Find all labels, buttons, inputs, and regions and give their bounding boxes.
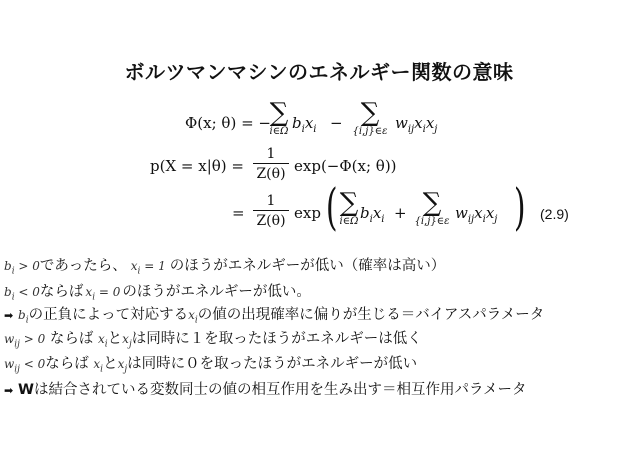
eq-line3-term2: $w_{ij}x_ix_j$: [455, 204, 498, 225]
line-weight-conclusion: ➡ Wは結合されている変数同士の値の相互作用を生み出す＝相互作用パラメータ: [4, 382, 527, 398]
line-bias-conclusion: ➡ $b_i$の正負によって対応する$x_i$の値の出現確率に偏りが生じる＝バイアスパラメータ: [4, 307, 545, 326]
eq-line3-plus: +: [394, 204, 407, 222]
line-weight-positive: $w_{ij} > 0$ ならば $x_i$と$x_j$は同時に１を取ったほうがエネルギーは低く: [4, 331, 422, 350]
eq-line1-term1: $b_ix_i$: [292, 114, 317, 135]
eq-line3-eq: =: [232, 204, 245, 222]
eq-line1-lhs: Φ(x; θ) = −: [185, 114, 271, 132]
left-paren: (: [325, 178, 338, 236]
eq-line2-rhs: exp(−Φ(x; θ)): [294, 157, 397, 175]
eq-line3-term1: $b_ix_i$: [360, 204, 385, 225]
arrow-icon: ➡: [4, 384, 14, 397]
line-weight-negative: $w_{ij} < 0$ならば $x_i$と$x_j$は同時に０を取ったほうがエネルギーが低い: [4, 356, 418, 375]
sum-edges-1: ∑ {i,j}∈ε: [342, 100, 398, 138]
line-bias-positive: $b_i > 0$であったら、 $x_i = 1$ のほうがエネルギーが低い（確率は高い）: [4, 258, 446, 277]
eq-line1-term2: $w_{ij}x_ix_j$: [395, 114, 438, 135]
line-bias-negative: $b_i < 0$ならば $x_i = 0$ のほうがエネルギーが低い。: [4, 284, 311, 303]
fraction-2: 1 Z(θ): [253, 193, 289, 229]
sum-omega-2: ∑ i∈Ω: [339, 188, 359, 227]
sum-index-omega-1: i∈Ω: [269, 126, 289, 137]
arrow-icon: ➡: [4, 309, 14, 322]
slide-title: ボルツマンマシンのエネルギー関数の意味: [124, 60, 514, 84]
fraction-1: 1 Z(θ): [253, 146, 289, 182]
eq-line1-minus: −: [330, 114, 343, 132]
sum-omega-1: ∑ i∈Ω: [262, 100, 296, 138]
eq-line2-lhs: p(X = x|θ) =: [150, 157, 244, 175]
sum-index-edges-1: {i,j}∈ε: [352, 126, 388, 137]
eq-line3-exp: exp: [294, 204, 321, 222]
right-paren: ): [513, 178, 526, 236]
equation-number: (2.9): [540, 206, 569, 222]
sum-edges-2: ∑ {i,j}∈ε: [414, 188, 450, 227]
